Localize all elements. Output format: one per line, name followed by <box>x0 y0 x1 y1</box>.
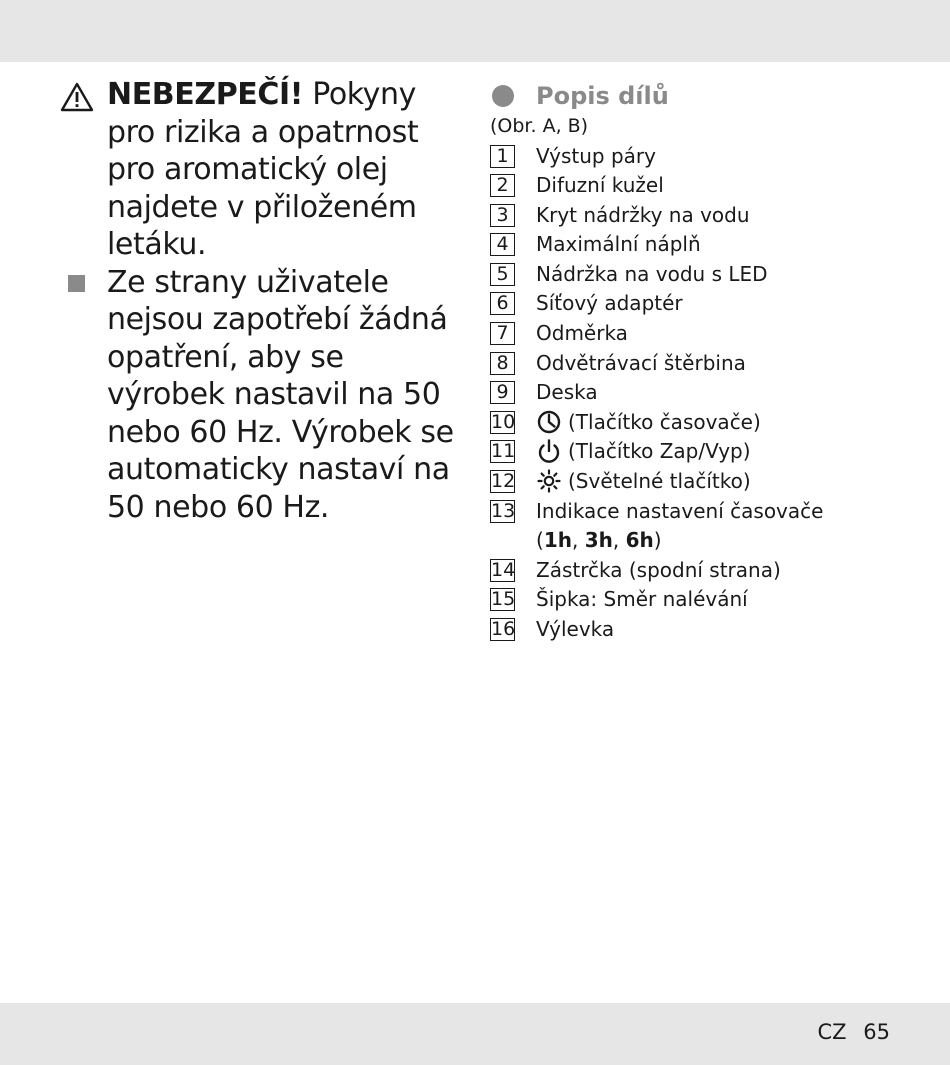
section-heading <box>490 80 920 112</box>
part-item <box>490 201 920 231</box>
part-label: Kryt nádržky na vodu <box>536 202 750 227</box>
part-label: (Tlačítko Zap/Vyp) <box>568 439 751 464</box>
timer-value: 1h <box>543 528 572 553</box>
left-column <box>60 76 470 526</box>
part-number-box: 5 <box>490 263 515 286</box>
part-number-box: 6 <box>490 292 515 315</box>
part-label: Odměrka <box>536 321 628 346</box>
part-label: Síťový adaptér <box>536 291 683 316</box>
part-label: Maximální náplň <box>536 232 701 257</box>
part-label: (Tlačítko časovače) <box>568 409 761 434</box>
circle-bullet-icon <box>492 85 514 107</box>
page-number: 65 <box>863 1020 890 1044</box>
part-number-box: 11 <box>491 440 516 463</box>
part-item <box>490 437 920 467</box>
timer-value: 6h <box>625 528 654 553</box>
bottom-band <box>0 1003 950 1065</box>
part-number-box: 3 <box>490 204 515 227</box>
language-code: CZ <box>817 1020 847 1044</box>
part-number-box: 16 <box>491 618 516 640</box>
square-bullet-icon <box>68 275 85 292</box>
light-icon <box>536 469 562 493</box>
part-item <box>490 142 920 172</box>
part-item <box>490 289 920 319</box>
note-paragraph <box>60 264 470 527</box>
part-item <box>490 349 920 379</box>
figure-reference: (Obr. A, B) <box>490 115 589 137</box>
part-item <box>490 585 920 615</box>
part-number-box: 1 <box>490 145 515 168</box>
part-number-box: 10 <box>491 410 516 433</box>
part-item <box>490 615 920 645</box>
part-number-box: 15 <box>491 588 516 611</box>
timer-icon <box>536 410 562 434</box>
part-label: Výstup páry <box>536 143 656 168</box>
part-label: Odvětrávací štěrbina <box>536 350 746 375</box>
warning-triangle-icon <box>60 82 94 112</box>
part-item <box>490 378 920 408</box>
part-number-box: 13 <box>491 499 516 522</box>
part-item <box>490 556 920 586</box>
part-number-box: 2 <box>490 174 515 197</box>
top-band <box>0 0 950 62</box>
warning-paragraph <box>60 76 470 264</box>
part-number-box: 4 <box>490 233 515 256</box>
part-number-box: 7 <box>490 322 515 345</box>
part-label: Zástrčka (spodní strana) <box>536 557 781 582</box>
note-text: Ze strany uživatele nejsou zapotřebí žádná opatření, aby se výrobek nastavil na 50 nebo 60 Hz. Výrobek se automaticky nastaví na 50 nebo 60 Hz. <box>107 264 454 525</box>
parts-section <box>490 80 920 645</box>
part-label: Indikace nastavení časovače <box>536 498 824 523</box>
part-number-box: 12 <box>491 470 516 493</box>
section-title: Popis dílů <box>536 82 669 110</box>
danger-label: NEBEZPEČÍ! <box>107 77 304 112</box>
parts-list <box>490 142 920 645</box>
part-number-box: 8 <box>490 352 515 375</box>
part-label: Nádržka na vodu s LED <box>536 261 768 286</box>
part-number-box: 14 <box>491 558 516 581</box>
part-item <box>490 260 920 290</box>
page-footer <box>818 1020 890 1044</box>
part-label: Difuzní kužel <box>536 173 664 198</box>
part-label: Výlevka <box>536 617 615 641</box>
part-item <box>490 171 920 201</box>
part-item <box>490 408 920 438</box>
part-item: 13 Indikace nastavení časovače (1h, 3h, 6h) <box>491 498 824 553</box>
part-label: Šipka: Směr nalévání <box>536 587 748 612</box>
part-label: Deska <box>536 380 598 405</box>
warning-text: Pokyny pro rizika a opatrnost pro aromatický olej najdete v přiloženém letáku. <box>107 77 419 262</box>
part-item <box>490 467 920 497</box>
part-item <box>490 319 920 349</box>
part-label: (Světelné tlačítko) <box>568 469 751 494</box>
timer-value: 3h <box>584 528 613 553</box>
part-item <box>490 230 920 260</box>
power-icon <box>536 439 562 463</box>
part-number-box: 9 <box>490 381 515 404</box>
